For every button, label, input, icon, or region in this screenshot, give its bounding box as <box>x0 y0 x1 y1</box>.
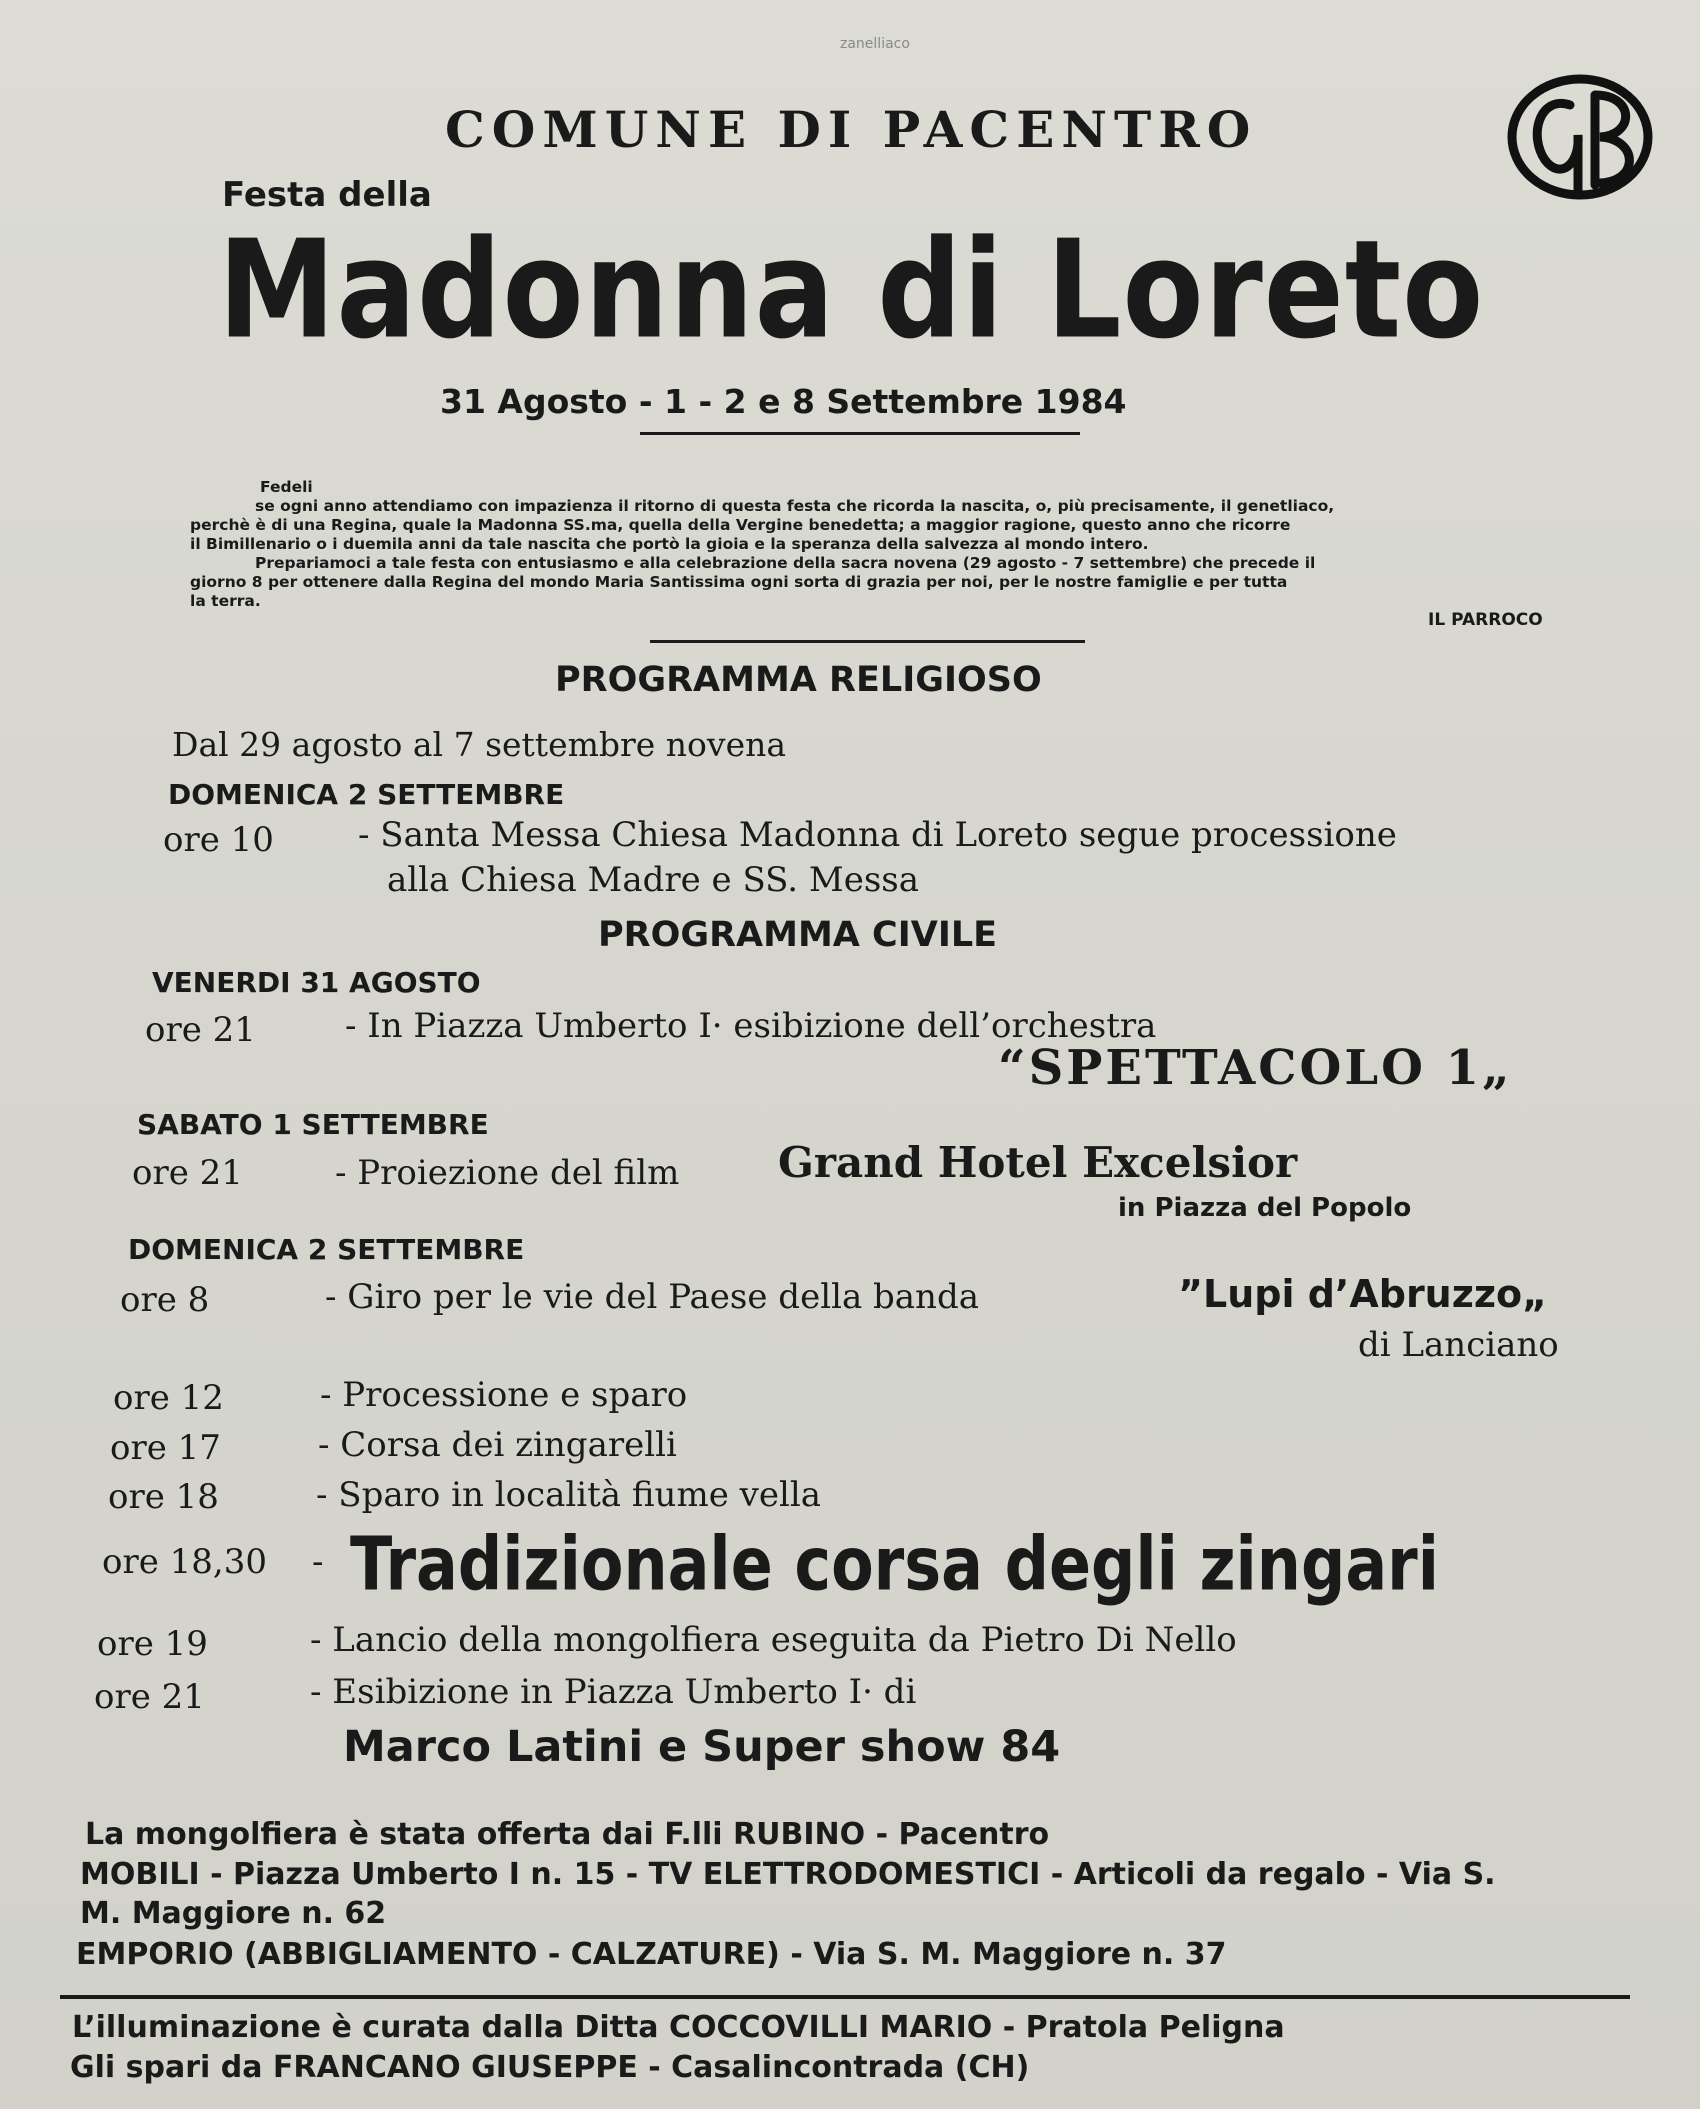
message-line: giorno 8 per ottenere dalla Regina del mondo Maria Santissima ogni sorta di grazia per noi, per le nostre famiglie e per tutta <box>190 573 1288 591</box>
page-title: Madonna di Loreto <box>218 210 1485 369</box>
divider-line <box>650 640 1085 643</box>
event-hour: ore 19 <box>97 1624 208 1664</box>
event-text: - Giro per le vie del Paese della banda <box>325 1277 979 1317</box>
event-hour: ore 18 <box>108 1477 219 1517</box>
event-dash: - <box>312 1542 324 1582</box>
event-text: - Sparo in località fiume vella <box>316 1475 821 1515</box>
event-text: - In Piazza Umberto I· esibizione dell’orchestra <box>345 1006 1157 1046</box>
message-line: Fedeli <box>260 478 313 496</box>
event-text: - Esibizione in Piazza Umberto I· di <box>310 1672 917 1712</box>
footer-rule <box>60 1995 1630 1999</box>
message-line: perchè è di una Regina, quale la Madonna SS.ma, quella della Vergine benedetta; a maggior ragione, questo anno che ricorre <box>190 516 1291 534</box>
event-hour: ore 21 <box>132 1153 243 1193</box>
day-heading: DOMENICA 2 SETTEMBRE <box>168 778 565 811</box>
novena-line: Dal 29 agosto al 7 settembre novena <box>172 725 787 764</box>
show-title: Marco Latini e Super show 84 <box>343 1722 1061 1772</box>
parish-message <box>190 478 1545 611</box>
religious-program-heading: PROGRAMMA RELIGIOSO <box>555 660 1042 700</box>
sponsor-line: EMPORIO (ABBIGLIAMENTO - CALZATURE) - Via S. M. Maggiore n. 37 <box>76 1937 1227 1972</box>
sponsor-line: MOBILI - Piazza Umberto I n. 15 - TV ELETTRODOMESTICI - Articoli da regalo - Via S. <box>80 1857 1496 1892</box>
civil-program-heading: PROGRAMMA CIVILE <box>598 915 998 955</box>
event-text: alla Chiesa Madre e SS. Messa <box>387 860 919 900</box>
film-location: in Piazza del Popolo <box>1118 1193 1412 1223</box>
message-line: il Bimillenario o i duemila anni da tale nascita che portò la gioia e la speranza della salvezza al mondo intero. <box>190 535 1149 553</box>
day-heading: VENERDI 31 AGOSTO <box>152 966 481 999</box>
divider-line <box>640 432 1080 435</box>
event-hour: ore 17 <box>110 1428 221 1468</box>
message-line: se ogni anno attendiamo con impazienza il ritorno di questa festa che ricorda la nascita, o, più precisamente, il genetliaco, <box>255 497 1335 515</box>
day-heading: SABATO 1 SETTEMBRE <box>137 1108 489 1141</box>
event-text: - Processione e sparo <box>320 1375 688 1415</box>
event-hour: ore 21 <box>94 1677 205 1717</box>
event-hour: ore 8 <box>120 1280 210 1320</box>
festival-dates: 31 Agosto - 1 - 2 e 8 Settembre 1984 <box>440 382 1127 421</box>
credits-line: Gli spari da FRANCANO GIUSEPPE - Casalincontrada (CH) <box>70 2050 1030 2085</box>
band-name: ”Lupi d’Abruzzo„ <box>1178 1272 1548 1316</box>
message-line: la terra. <box>190 592 261 610</box>
event-text: - Lancio della mongolfiera eseguita da Pietro Di Nello <box>310 1620 1237 1660</box>
event-text: - Proiezione del film <box>335 1153 680 1193</box>
orchestra-name: “SPETTACOLO 1„ <box>998 1040 1513 1096</box>
pencil-scribble: zanelliaco <box>840 36 910 52</box>
sponsor-line: M. Maggiore n. 62 <box>80 1896 387 1931</box>
sponsor-line: La mongolfiera è stata offerta dai F.lli RUBINO - Pacentro <box>85 1817 1050 1852</box>
event-hour: ore 12 <box>113 1378 224 1418</box>
day-heading: DOMENICA 2 SETTEMBRE <box>128 1233 525 1266</box>
event-hour: ore 10 <box>163 820 274 860</box>
signature-parroco: IL PARROCO <box>1428 610 1543 630</box>
comune-heading: COMUNE DI PACENTRO <box>445 100 1258 159</box>
race-headline: Tradizionale corsa degli zingari <box>350 1520 1439 1608</box>
monogram-stamp-icon <box>1500 65 1660 205</box>
band-origin: di Lanciano <box>1358 1325 1559 1365</box>
message-line: Prepariamoci a tale festa con entusiasmo e alla celebrazione della sacra novena (29 agosto - 7 settembre) che precede il <box>255 554 1316 572</box>
event-text: - Corsa dei zingarelli <box>318 1425 677 1465</box>
event-text: - Santa Messa Chiesa Madonna di Loreto segue processione <box>358 815 1397 855</box>
event-hour: ore 18,30 <box>102 1542 267 1582</box>
film-title: Grand Hotel Excelsior <box>778 1138 1298 1187</box>
event-hour: ore 21 <box>145 1010 256 1050</box>
credits-line: L’illuminazione è curata dalla Ditta COCCOVILLI MARIO - Pratola Peligna <box>72 2010 1285 2045</box>
festa-label: Festa della <box>222 175 432 215</box>
